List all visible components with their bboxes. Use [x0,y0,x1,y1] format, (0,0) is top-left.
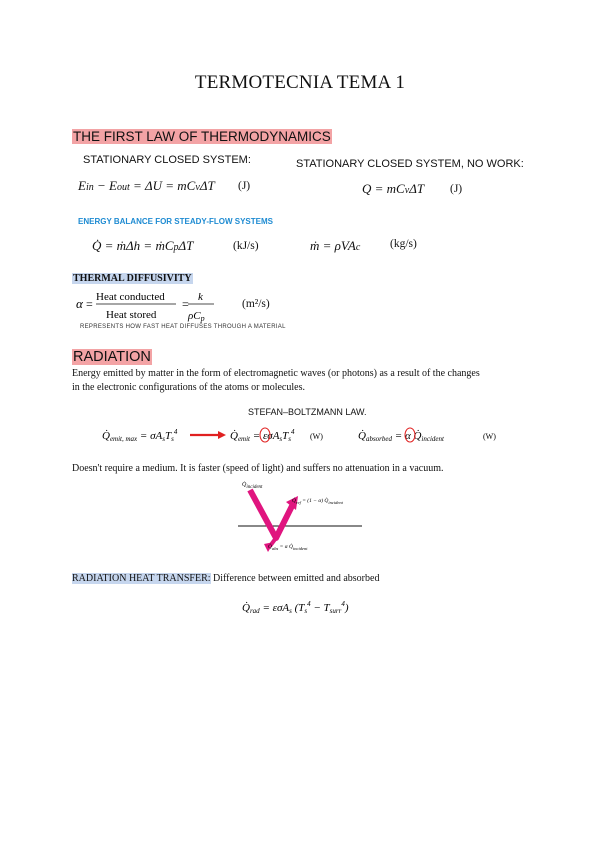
svg-text:Q̇emit = εσAsTs4: Q̇emit = εσAsTs$^4$ [230,428,295,443]
diffusivity-denominator: Heat stored [106,309,157,321]
svg-text:Q̇rad = εσAs (Ts4 − Tsurr4): Q̇rad = εσAs ($Ts^4$ − Tsurr$^4$) [242,600,349,615]
radiation-paragraph-2: Doesn't require a medium. It is faster (speed of light) and suffers no attenuation in a vacuum. [72,463,444,474]
svg-text:Q̇ref = (1 − α) Q̇incident: $Q̇_{ref} = (1 - \alpha)$ $Q̇_{incident}$ [292,498,343,505]
unit-sb-1: (W) [310,432,323,441]
unit-thermal-diffusivity: (m²/s) [242,298,270,310]
equation-steady-flow: Q̇ = ṁΔh = ṁCpΔT [92,238,194,253]
svg-text:Q̇incident: $Q̇_{incident}$ [242,482,263,490]
svg-text:Q̇emit, max = σAsTs4: Q̇emit, max = σAsTs$^4$ [102,428,178,443]
unit-mass-flow: (kg/s) [390,238,417,250]
radiation-heat-transfer-text: Difference between emitted and absorbed [210,573,380,584]
section-heading-first-law: THE FIRST LAW OF THERMODYNAMICS [73,129,331,144]
label-energy-balance-steady-flow: ENERGY BALANCE FOR STEADY-FLOW SYSTEMS [78,217,273,226]
svg-text:Q̇abs = α Q̇incident: $Q̇_{abs} = \alpha$ $Q̇_{incident}$ [268,544,308,551]
label-stefan-boltzmann: STEFAN–BOLTZMANN LAW. [248,407,367,417]
svg-text:Q̇absorbed = α Q̇incident: Q̇absorbed = α Q̇incident [358,430,444,443]
svg-text:=: = [182,297,189,311]
equation-no-work: Q = mCvΔT [362,181,425,196]
equation-energy-balance-closed: Ein − Eout = ΔU = mCvΔT [78,178,215,193]
equation-net-radiation [240,594,390,620]
equations-stefan-boltzmann [100,422,520,450]
unit-sb-2: (W) [483,432,496,441]
equation-thermal-diffusivity [74,287,244,323]
radiation-paragraph-line1: Energy emitted by matter in the form of electromagnetic waves (or photons) as a result of the changes [72,368,480,379]
svg-text:k: k [198,291,203,303]
unit-steady-flow: (kJ/s) [233,240,259,252]
svg-text:α: α [76,296,83,311]
section-heading-radiation: RADIATION [73,349,151,365]
document-title: TERMOTECNIA TEMA 1 [194,72,406,93]
radiation-incidence-diagram [230,476,370,556]
radiation-heat-transfer-heading: RADIATION HEAT TRANSFER: [72,573,211,584]
label-stationary-closed-no-work: STATIONARY CLOSED SYSTEM, NO WORK: [296,158,524,170]
red-arrow-head [218,431,226,439]
section-heading-thermal-diffusivity: THERMAL DIFFUSIVITY [73,273,192,284]
svg-text:=: = [86,297,93,311]
diffusivity-numerator: Heat conducted [96,291,165,303]
unit-closed: (J) [238,180,251,192]
radiation-paragraph-line2: in the electronic configurations of the atoms or molecules. [72,382,305,393]
note-thermal-diffusivity: REPRESENTS HOW FAST HEAT DIFFUSES THROUGH A MATERIAL [80,324,286,330]
magenta-ray-reflected [250,490,292,538]
unit-no-work: (J) [450,183,463,195]
svg-text:ρCp: ρCp [188,310,205,323]
label-stationary-closed: STATIONARY CLOSED SYSTEM: [83,154,251,166]
radiation-heat-transfer-line [72,572,379,587]
equation-mass-flow: ṁ = ρVAc [310,238,361,253]
